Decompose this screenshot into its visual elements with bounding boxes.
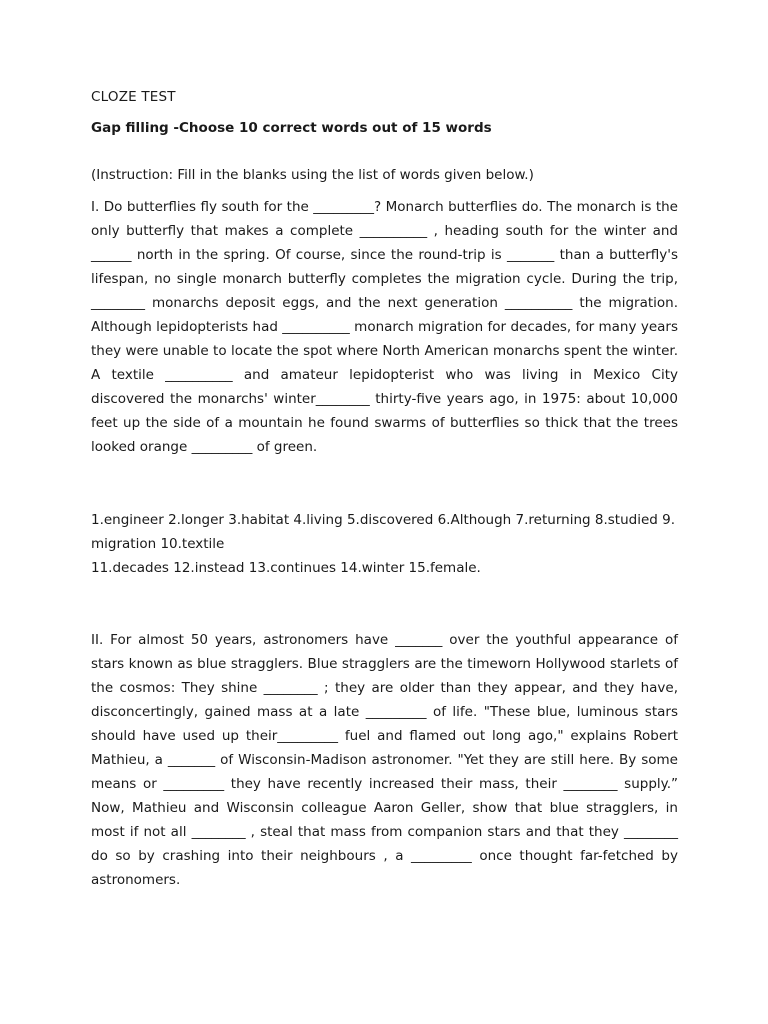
word-list-line-1: 1.engineer 2.longer 3.habitat 4.living 5.discovered 6.Although 7.returning 8.studied 9.migration 10.textile <box>91 512 675 552</box>
word-list-line-2: 11.decades 12.instead 13.continues 14.winter 15.female. <box>91 560 481 576</box>
section-1-paragraph: I. Do butterflies fly south for the _________? Monarch butterflies do. The monarch is the only butterfly that makes a complete __________ , heading south for the winter and ______ north in the spring. Of course, since the round-trip is _______ than a butterfly's lifespan, no single monarch butterfly completes the migration cycle. During the trip, ________ monarchs deposit eggs, and the next generation __________ the migration. Although lepidopterists had __________ monarch migration for decades, for many years they were unable to locate the spot where North American monarchs spent the winter. A textile __________ and amateur lepidopterist who was living in Mexico City discovered the monarchs' winter________ thirty-five years ago, in 1975: about 10,000 feet up the side of a mountain he found swarms of butterflies so thick that the trees looked orange _________ of green. <box>91 199 678 455</box>
page-title: CLOZE TEST <box>91 89 176 105</box>
word-list <box>91 508 678 580</box>
section-2-paragraph: II. For almost 50 years, astronomers have _______ over the youthful appearance of stars known as blue stragglers. Blue stragglers are the timeworn Hollywood starlets of the cosmos: They shine ________ ; they are older than they appear, and they have, disconcertingly, gained mass at a late _________ of life. "These blue, luminous stars should have used up their_________ fuel and flamed out long ago," explains Robert Mathieu, a _______ of Wisconsin-Madison astronomer. "Yet they are still here. By some means or _________ they have recently increased their mass, their ________ supply.” Now, Mathieu and Wisconsin colleague Aaron Geller, show that blue stragglers, in most if not all ________ , steal that mass from companion stars and that they ________ do so by crashing into their neighbours , a _________ once thought far-fetched by astronomers. <box>91 632 678 888</box>
instruction-text: (Instruction: Fill in the blanks using the list of words given below.) <box>91 167 534 183</box>
page-subtitle: Gap filling -Choose 10 correct words out of 15 words <box>91 120 492 136</box>
